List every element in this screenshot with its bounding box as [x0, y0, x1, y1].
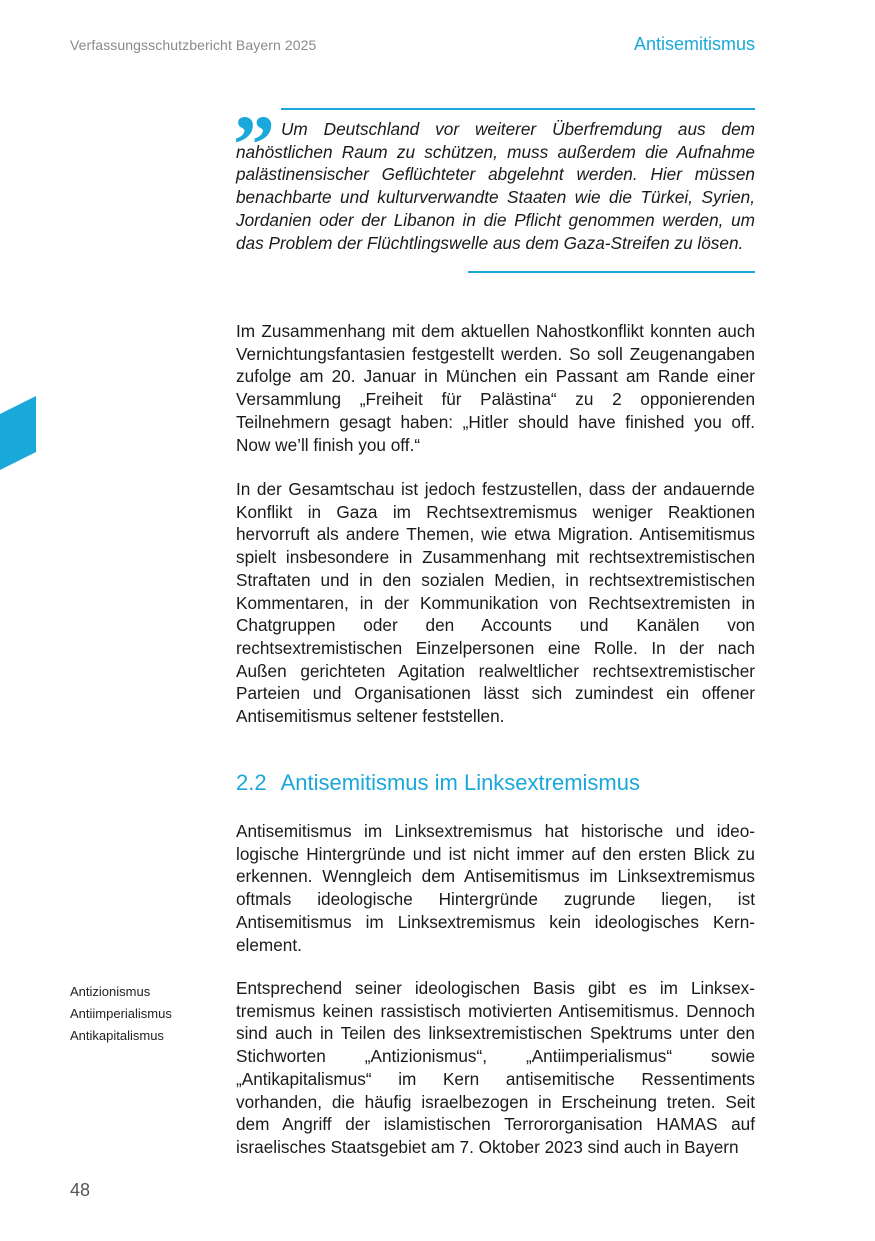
chapter-edge-tab [0, 396, 36, 470]
section-number: 2.2 [236, 770, 267, 795]
quote-rule-bottom [468, 271, 755, 273]
quote-text: Um Deutschland vor weiterer Überfremdung aus dem nahöstlichen Raum zu schützen, muss außerdem die Aufnahme palästinensischer Geflüchteter abgelehnt werden. Hier müssen benachbarte und kulturverwandte Staaten wie die Türkei, Syrien, Jordanien oder der Libanon in die Pflicht genommen werden, um das Problem der Flüchtlingswelle aus dem Gaza-Streifen zu lösen. [236, 119, 755, 253]
body-paragraph: Entsprechend seiner ideologischen Basis gibt es im Linksextremismus keinen rassistisch motivierten Antisemitismus. Dennoch sind auch in Teilen des linksextremistischen Spektrums unter den Stichworten „Antizionismus“, „Antiimperialismus“ sowie „Antikapitalismus“ im Kern antisemitische Ressentiments vorhanden, die häufig israelbezogen in Erscheinung treten. Seit dem Angriff der islamistischen Terrororganisation HAMAS auf israelisches Staatsgebiet am 7. Oktober 2023 sind auch in Bayern [236, 978, 755, 1157]
quote-rule-top [281, 108, 755, 110]
page-number: 48 [70, 1180, 91, 1200]
body-paragraph: In der Gesamtschau ist jedoch festzustellen, dass der andauernde Konflikt in Gaza im Rechtsextremismus weniger Reaktionen hervorruft als andere Themen, wie etwa Migration. Antisemitismus spielt insbesondere in Zusammenhang mit rechtsextremistischen Straftaten und in den sozialen Medien, in rechtsextremistischen Kommentaren, in der Kommunikation von Rechtsextremisten in Chatgruppen oder den Accounts und Kanälen von rechtsextremistischen Einzelpersonen eine Rolle. In der nach Außen gerichteten Agitation realweltlicher rechtsextremistischer Parteien und Organisationen lässt sich zumindest ein offener Antisemitismus seltener feststellen. [236, 479, 755, 727]
margin-note: Antikapitalismus [70, 1028, 164, 1043]
body-paragraph: Antisemitismus im Linksextremismus hat historische und ideologische Hintergründe und ist nicht immer auf den ersten Blick zu erkennen. Wenngleich dem Antisemitismus im Linksextremismus oftmals ideologische Hintergründe zugrunde liegen, ist Antisemitismus im Linksextremismus kein ideologisches Kernelement. [236, 821, 755, 955]
quote-mark-icon: ” [233, 99, 269, 192]
margin-note: Antiimperialismus [70, 1006, 172, 1021]
section-heading [236, 770, 640, 796]
running-header-chapter: Antisemitismus [633, 34, 755, 54]
running-header-title: Verfassungsschutzbericht Bayern 2025 [70, 37, 317, 53]
margin-note: Antizionismus [70, 984, 151, 999]
section-title: Antisemitismus im Linksextremismus [280, 770, 640, 795]
body-paragraph: Im Zusammenhang mit dem aktuellen Nahostkonflikt konnten auch Vernichtungsfantasien festgestellt werden. So soll Zeugenangaben zufolge am 20. Januar in München ein Passant am Rande einer Versammlung „Freiheit für Palästina“ zu 2 opponierenden Teilnehmern gesagt haben: „Hitler should have finished you off. Now we’ll finish you off.“ [236, 321, 755, 455]
margin-notes [70, 981, 172, 1047]
